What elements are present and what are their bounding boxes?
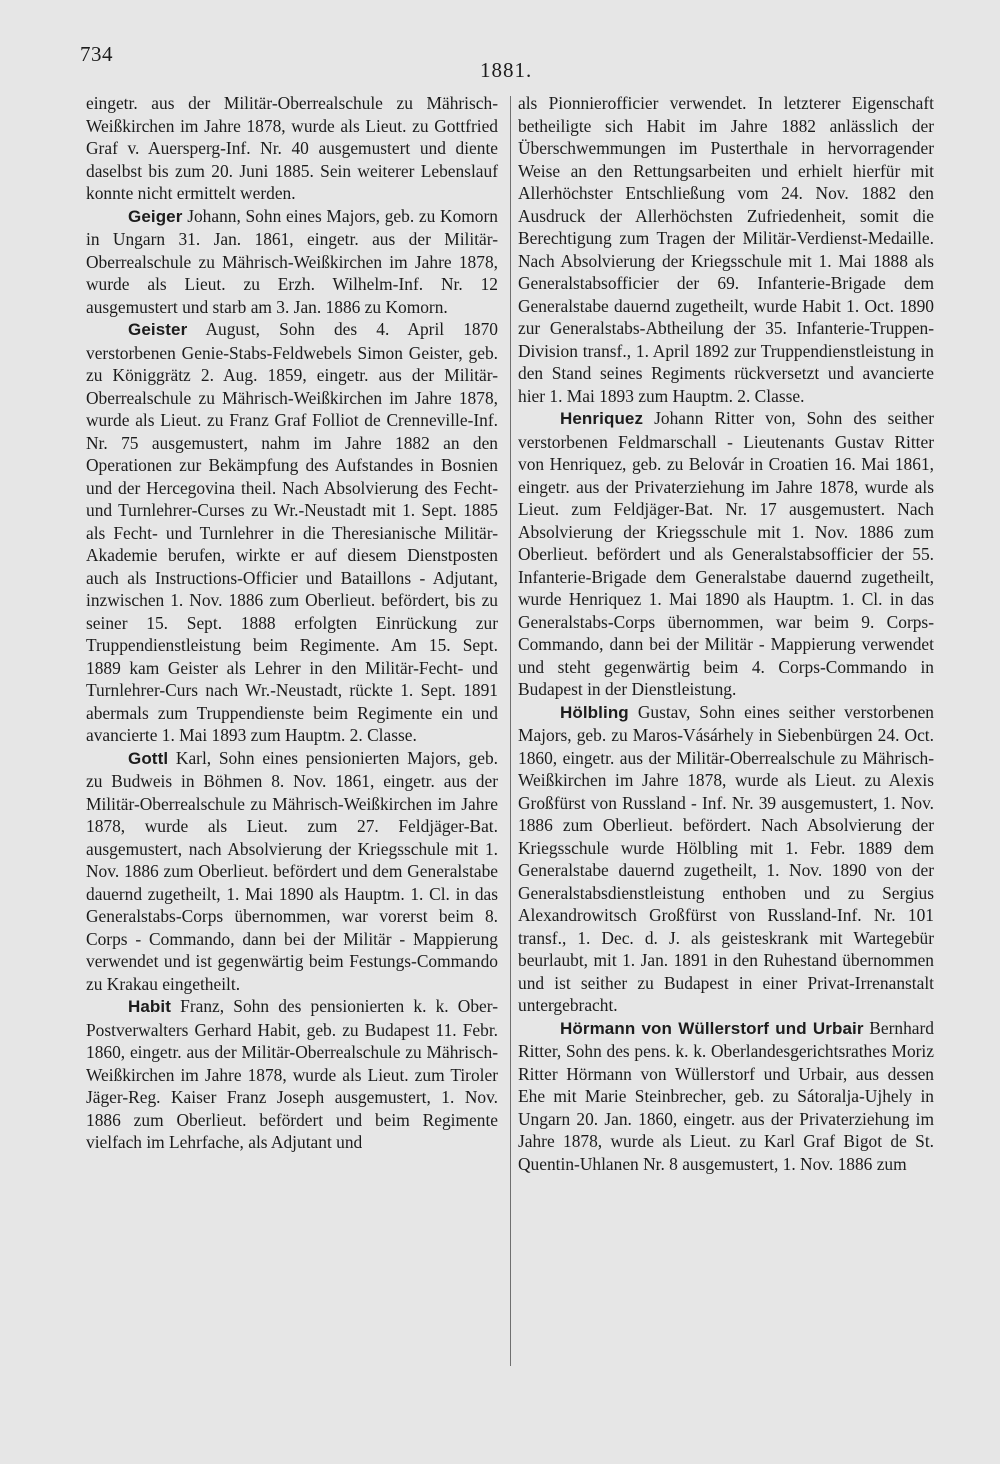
biography-entry: [86, 747, 498, 996]
biography-entry: [518, 92, 934, 407]
entry-name: Gottl: [128, 748, 169, 768]
biography-entry: [86, 92, 498, 205]
entry-text: Johann, Sohn eines Majors, geb. zu Komorn in Ungarn 31. Jan. 1861, eingetr. aus der Militär-Oberrealschule zu Mährisch-Weißkirchen im Jahre 1878, wurde als Lieut. zu Erzh. Wilhelm-Inf. Nr. 12 ausgemustert und starb am 3. Jan. 1886 zu Komorn.: [86, 205, 498, 317]
biography-entry: [518, 407, 934, 701]
entry-text: Karl, Sohn eines pensionierten Majors, geb. zu Budweis in Böhmen 8. Nov. 1861, eingetr. aus der Militär-Oberrealschule zu Mährisch-Weißkirchen im Jahre 1878, wurde als Lieut. zum 27. Feldjäger-Bat. ausgemustert, nach Absolvierung der Kriegsschule mit 1. Nov. 1886 zum Oberlieut. befördert und dem Generalstabe dauernd zugetheilt, 1. Mai 1890 als Hauptm. 1. Cl. in das Generalstabs-Corps übernommen, war vorerst beim 8. Corps - Commando, dann bei der Militär - Mappierung verwendet und ist gegenwärtig beim Festungs-Commando zu Krakau eingetheilt.: [86, 747, 498, 994]
entry-text: Gustav, Sohn eines seither verstorbenen Majors, geb. zu Maros-Vásárhely in Siebenbürgen 24. Oct. 1860, eingetr. aus der Militär-Oberrealschule zu Mährisch-Weißkirchen im Jahre 1878, wurde als Lieut. zu Alexis Großfürst von Russland - Inf. Nr. 39 ausgemustert, 1. Nov. 1886 zum Oberlieut. befördert. Nach Absolvierung der Kriegsschule wurde Hölbling mit 1. Febr. 1889 dem Generalstabe dauernd zugetheilt, 1. Nov. 1890 von der Generalstabsdienstleistung enthoben und zu Sergius Alexandrowitsch Großfürst von Russland-Inf. Nr. 101 transf., 1. Dec. d. J. als geisteskrank mit Wartegebür beurlaubt, mit 1. Jan. 1891 in den Ruhestand übernommen und ist seither zu Budapest in einer Privat-Irrenanstalt untergebracht.: [518, 701, 934, 1015]
biography-entry: [518, 701, 934, 1017]
biography-entry: [86, 995, 498, 1154]
biography-entry: [86, 205, 498, 319]
entry-text: Bernhard Ritter, Sohn des pens. k. k. Oberlandesgerichtsrathes Moriz Ritter Hörmann von Wüllerstorf und Urbair, aus dessen Ehe mit Marie Steinbrecher, geb. zu Sátoralja-Ujhely in Ungarn 20. Jan. 1860, eingetr. aus der Privaterziehung im Jahre 1878, wurde als Lieut. zu Karl Graf Bigot de St. Quentin-Uhlanen Nr. 8 ausgemustert, 1. Nov. 1886 zum: [518, 1017, 934, 1174]
biography-entry: [518, 1017, 934, 1176]
entry-name: Geister: [128, 320, 188, 339]
biography-entry: [86, 318, 498, 747]
entry-text: Johann Ritter von, Sohn des seither verstorbenen Feldmarschall - Lieutenants Gustav Ritter von Henriquez, geb. zu Belovár in Croatien 16. Mai 1861, eingetr. aus der Privaterziehung im Jahre 1878, wurde als Lieut. zum Feldjäger-Bat. Nr. 17 ausgemustert. Nach Absolvierung der Kriegsschule mit 1. Nov. 1886 zum Oberlieut. befördert und als Generalstabsofficier der 55. Infanterie-Brigade dem Generalstabe dauernd zugetheilt, wurde Henriquez 1. Mai 1890 als Hauptm. 1. Cl. in das Generalstabs-Corps übernommen, war beim 9. Corps-Commando, dann bei der Militär - Mappierung verwendet und steht gegenwärtig beim 4. Corps-Commando in Budapest in der Dienstleistung.: [518, 408, 934, 699]
entry-text: August, Sohn des 4. April 1870 verstorbenen Genie-Stabs-Feldwebels Simon Geister, geb. zu Königgrätz 2. Aug. 1859, eingetr. aus der Militär-Oberrealschule zu Mährisch-Weißkirchen im Jahre 1878, wurde als Lieut. zu Franz Graf Folliot de Crenneville-Inf. Nr. 75 ausgemustert, nahm im Jahre 1882 an den Operationen zur Bekämpfung des Aufstandes in Bosnien und der Hercegovina theil. Nach Absolvierung des Fecht- und Turnlehrer-Curses zu Wr.-Neustadt mit 1. Sept. 1885 als Fecht- und Turnlehrer in die Theresianische Militär-Akademie berufen, wirkte er auf diesem Dienstposten auch als Instructions-Officier und Bataillons - Adjutant, inzwischen 1. Nov. 1886 zum Oberlieut. befördert, bis zu seiner 15. Sept. 1888 erfolgten Einrückung zur Truppendienstleistung beim Regimente. Am 15. Sept. 1889 kam Geister als Lehrer in den Militär-Fecht- und Turnlehrer-Curs nach Wr.-Neustadt, rückte 1. Sept. 1891 abermals zum Truppendienste beim Regimente ein und avancierte 1. Mai 1893 zum Hauptm. 2. Classe.: [86, 319, 499, 745]
entry-text: Franz, Sohn des pensionierten k. k. Ober-Postverwalters Gerhard Habit, geb. zu Budapest 11. Febr. 1860, eingetr. aus der Militär-Oberrealschule zu Mährisch-Weißkirchen im Jahre 1878, wurde als Lieut. zum Tiroler Jäger-Reg. Kaiser Franz Joseph ausgemustert, 1. Nov. 1886 zum Oberlieut. befördert und beim Regimente vielfach im Lehrfache, als Adjutant und: [86, 996, 498, 1152]
entry-name: Hörmann von Wüllerstorf und Urbair: [560, 1018, 864, 1038]
entry-name: Habit: [128, 997, 171, 1016]
entry-text: eingetr. aus der Militär-Oberrealschule zu Mährisch-Weißkirchen im Jahre 1878, wurde als Lieut. zu Gottfried Graf v. Auersperg-Inf. Nr. 40 ausgemustert und diente daselbst bis zum 20. Juni 1885. Sein weiterer Lebenslauf konnte nicht ermittelt werden.: [86, 93, 498, 203]
page-number: 734: [80, 42, 113, 66]
entry-name: Henriquez: [560, 409, 644, 428]
entry-text: als Pionnierofficier verwendet. In letzterer Eigenschaft betheiligte sich Habit im Jahre 1882 anlässlich der Überschwemmungen im Pusterthale in hervorragender Weise an den Rettungsarbeiten und erhielt hierfür mit Allerhöchster Entschließung vom 24. Nov. 1882 den Ausdruck der Allerhöchsten Zufriedenheit, somit die Berechtigung zum Tragen der Militär-Verdienst-Medaille. Nach Absolvierung der Kriegsschule mit 1. Mai 1888 als Generalstabsofficier der 69. Infanterie-Brigade dem Generalstabe dauernd zugetheilt, wurde Habit 1. Oct. 1890 zur Generalstabs-Abtheilung der 35. Infanterie-Truppen-Division transf., 1. April 1892 zur Truppendienstleistung in den Stand seines Regiments rückversetzt und avancierte hier 1. Mai 1893 zum Hauptm. 2. Classe.: [518, 93, 934, 406]
left-column: [86, 92, 498, 1154]
column-divider: [510, 96, 511, 1366]
page-year-header: 1881.: [480, 58, 533, 82]
right-column: [518, 92, 934, 1175]
entry-name: Geiger: [128, 206, 183, 226]
entry-name: Hölbling: [560, 702, 629, 722]
